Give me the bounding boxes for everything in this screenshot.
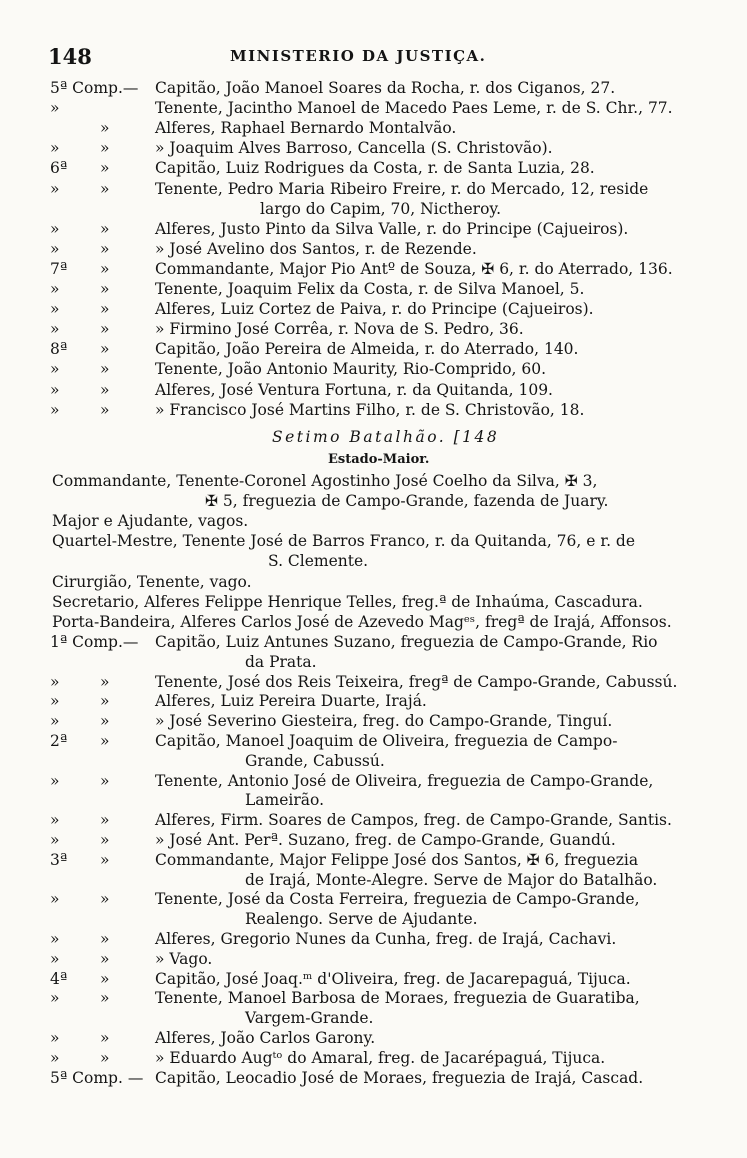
entry-text: Capitão, João Manoel Soares da Rocha, r. dos Ciganos, 27.	[155, 79, 616, 97]
entry-text: Alferes, Luiz Pereira Duarte, Irajá.	[155, 692, 427, 711]
entry-text: Tenente, Joaquim Felix da Costa, r. de Silva Manoel, 5.	[155, 280, 585, 298]
entry-row	[0, 380, 747, 400]
entry-submarker: »	[100, 890, 110, 909]
entry-marker: »	[50, 989, 60, 1008]
entry-text: da Prata.	[245, 652, 317, 671]
entry-submarker: »	[100, 340, 110, 359]
entry-row	[0, 98, 747, 118]
entry-marker: 8ª	[50, 340, 68, 359]
entry-marker: 5ª Comp.—	[50, 79, 139, 97]
entry-text: Tenente, Pedro Maria Ribeiro Freire, r. do Mercado, 12, reside	[155, 179, 649, 198]
entry-marker: »	[50, 300, 60, 319]
entry-submarker: »	[100, 672, 110, 691]
entry-submarker: »	[100, 969, 110, 988]
entry-row	[0, 691, 747, 711]
entry-text: » Joaquim Alves Barroso, Cancella (S. Christovão).	[155, 139, 553, 158]
page-header	[48, 44, 698, 68]
entry-submarker: »	[100, 119, 110, 138]
entry-marker: 4ª	[50, 969, 68, 988]
entry-submarker: »	[100, 360, 110, 379]
entry-text: largo do Capim, 70, Nictheroy.	[260, 199, 502, 218]
entry-row	[0, 239, 747, 259]
entry-marker: 1ª Comp.—	[50, 633, 139, 651]
entry-submarker: »	[100, 949, 110, 968]
entry-text: Capitão, João Pereira de Almeida, r. do Aterrado, 140.	[155, 340, 579, 359]
entry-row	[0, 711, 747, 731]
entry-text: Tenente, João Antonio Maurity, Rio-Comprido, 60.	[155, 360, 547, 379]
entry-row	[0, 810, 747, 830]
entry-marker: »	[50, 400, 60, 419]
staff-entry: Commandante, Tenente-Coronel Agostinho José Coelho da Silva, ✠ 3,	[52, 472, 598, 490]
entry-row	[0, 199, 747, 219]
entry-row	[0, 259, 747, 279]
entry-text: Alferes, Firm. Soares de Campos, freg. de Campo-Grande, Santis.	[155, 811, 672, 830]
entry-row	[0, 830, 747, 850]
entry-text: Lameirão.	[245, 791, 324, 810]
entry-text: » José Severino Giesteira, freg. do Campo-Grande, Tinguí.	[155, 712, 613, 731]
entry-submarker: »	[100, 139, 110, 158]
entry-marker: »	[50, 712, 60, 731]
entry-row	[0, 400, 747, 420]
entry-marker: »	[50, 1029, 60, 1047]
entry-text: Alferes, Raphael Bernardo Montalvão.	[155, 119, 457, 138]
entry-marker: »	[50, 672, 60, 691]
entry-row	[0, 1008, 747, 1028]
entry-marker: »	[50, 179, 60, 198]
staff-entry: Quartel-Mestre, Tenente José de Barros Franco, r. da Quitanda, 76, e r. de	[52, 532, 636, 551]
staff-entry: Secretario, Alferes Felippe Henrique Telles, freg.ª de Inhaúma, Cascadura.	[52, 592, 643, 611]
entry-marker: »	[50, 949, 60, 968]
running-title: MINISTERIO DA JUSTIÇA.	[230, 47, 487, 65]
entry-row	[0, 870, 747, 890]
entry-marker: »	[50, 811, 60, 830]
entry-submarker: »	[100, 989, 110, 1008]
entry-marker: 5ª Comp. —	[50, 1068, 144, 1087]
staff-entry: Porta-Bandeira, Alferes Carlos José de Azevedo Magᵉˢ, fregª de Irajá, Affonsos.	[52, 612, 672, 631]
entry-row	[0, 219, 747, 239]
entry-marker: »	[50, 219, 60, 238]
entry-submarker: »	[100, 179, 110, 198]
entry-submarker: »	[100, 831, 110, 849]
entry-text: Vargem-Grande.	[245, 1009, 374, 1028]
entry-text: Commandante, Major Felippe José dos Santos, ✠ 6, freguezia	[155, 850, 639, 869]
entry-text: » José Ant. Perª. Suzano, freg. de Campo-Grande, Guandú.	[155, 831, 616, 849]
entry-submarker: »	[100, 1048, 110, 1067]
entry-text: » Eduardo Augᵗᵒ do Amaral, freg. de Jacarépaguá, Tijuca.	[155, 1048, 606, 1067]
entry-marker: »	[50, 890, 60, 909]
entry-marker: »	[50, 1048, 60, 1067]
entry-submarker: »	[100, 712, 110, 731]
entry-row	[0, 339, 747, 359]
entry-submarker: »	[100, 811, 110, 830]
entry-marker: »	[50, 239, 60, 258]
entry-text: Capitão, José Joaq.ᵐ d'Oliveira, freg. de Jacarepaguá, Tijuca.	[155, 969, 631, 988]
entry-text: » Firmino José Corrêa, r. Nova de S. Pedro, 36.	[155, 320, 524, 339]
entry-submarker: »	[100, 732, 110, 750]
entry-marker: 2ª	[50, 732, 68, 750]
entry-text: Tenente, José dos Reis Teixeira, fregª de Campo-Grande, Cabussú.	[155, 672, 678, 691]
entry-text: Capitão, Luiz Rodrigues da Costa, r. de Santa Luzia, 28.	[155, 159, 595, 178]
entry-text: Capitão, Luiz Antunes Suzano, freguezia de Campo-Grande, Rio	[155, 633, 658, 651]
entry-text: Tenente, Antonio José de Oliveira, freguezia de Campo-Grande,	[155, 771, 654, 790]
entry-submarker: »	[100, 259, 110, 278]
entry-text: » José Avelino dos Santos, r. de Rezende.	[155, 239, 477, 258]
entry-marker: »	[50, 692, 60, 711]
entry-submarker: »	[100, 159, 110, 178]
entry-row	[0, 731, 747, 751]
entry-row	[0, 949, 747, 969]
entry-text: Tenente, José da Costa Ferreira, freguezia de Campo-Grande,	[155, 890, 640, 909]
entry-marker: »	[50, 360, 60, 379]
staff-entry: S. Clemente.	[268, 552, 369, 571]
staff-entry: Major e Ajudante, vagos.	[52, 512, 249, 531]
entry-submarker: »	[100, 930, 110, 948]
entry-marker: »	[50, 320, 60, 339]
entry-text: Capitão, Manoel Joaquim de Oliveira, freguezia de Campo-	[155, 732, 618, 750]
entry-marker: »	[50, 771, 60, 790]
entry-row	[0, 771, 747, 791]
entry-submarker: »	[100, 692, 110, 711]
entry-marker: 3ª	[50, 850, 68, 869]
entry-row	[0, 632, 747, 652]
entry-text: Capitão, Leocadio José de Moraes, freguezia de Irajá, Cascad.	[155, 1068, 644, 1087]
entry-text: Commandante, Major Pio Antº de Souza, ✠ 6, r. do Aterrado, 136.	[155, 259, 673, 278]
page-number: 148	[48, 44, 92, 69]
entry-row	[0, 751, 747, 771]
entry-text: Alferes, Luiz Cortez de Paiva, r. do Principe (Cajueiros).	[155, 300, 594, 319]
entry-marker: »	[50, 99, 60, 118]
entry-text: Realengo. Serve de Ajudante.	[245, 910, 478, 929]
entry-row	[0, 652, 747, 672]
entry-row	[0, 1048, 747, 1068]
entry-submarker: »	[100, 400, 110, 419]
entry-submarker: »	[100, 850, 110, 869]
entry-submarker: »	[100, 300, 110, 319]
entry-row	[0, 78, 747, 98]
entry-row	[0, 299, 747, 319]
entry-submarker: »	[100, 1029, 110, 1047]
entry-marker: »	[50, 139, 60, 158]
entry-row	[0, 850, 747, 870]
entry-text: » Vago.	[155, 949, 213, 968]
entry-marker: »	[50, 380, 60, 399]
entry-row	[0, 672, 747, 692]
entry-row	[0, 969, 747, 989]
entry-row	[0, 929, 747, 949]
entry-submarker: »	[100, 771, 110, 790]
section-title: Setimo Batalhão. [148	[272, 428, 500, 446]
entry-text: » Francisco José Martins Filho, r. de S. Christovão, 18.	[155, 400, 585, 419]
entry-marker: »	[50, 280, 60, 298]
staff-entry: ✠ 5, freguezia de Campo-Grande, fazenda de Juary.	[205, 492, 609, 511]
entry-marker: »	[50, 831, 60, 849]
entry-row	[0, 889, 747, 909]
entry-marker: 6ª	[50, 159, 68, 178]
entry-row	[0, 279, 747, 299]
entry-text: Grande, Cabussú.	[245, 751, 385, 770]
entry-submarker: »	[100, 320, 110, 339]
entry-marker: »	[50, 930, 60, 948]
entry-submarker: »	[100, 219, 110, 238]
entry-row	[0, 790, 747, 810]
entry-submarker: »	[100, 380, 110, 399]
entry-text: Alferes, João Carlos Garony.	[155, 1029, 376, 1047]
entry-text: de Irajá, Monte-Alegre. Serve de Major do Batalhão.	[245, 870, 658, 889]
entry-row	[0, 118, 747, 138]
entry-row	[0, 988, 747, 1008]
entry-row	[0, 1068, 747, 1088]
entry-row	[0, 319, 747, 339]
entry-text: Alferes, Justo Pinto da Silva Valle, r. do Principe (Cajueiros).	[155, 219, 629, 238]
entry-row	[0, 138, 747, 158]
entry-row	[0, 179, 747, 199]
entry-text: Tenente, Jacintho Manoel de Macedo Paes Leme, r. de S. Chr., 77.	[155, 99, 673, 118]
entry-row	[0, 158, 747, 178]
entry-submarker: »	[100, 239, 110, 258]
staff-entry: Cirurgião, Tenente, vago.	[52, 572, 252, 591]
entry-text: Tenente, Manoel Barbosa de Moraes, freguezia de Guaratiba,	[155, 989, 640, 1008]
section-subtitle: Estado-Maior.	[328, 452, 430, 467]
entry-text: Alferes, José Ventura Fortuna, r. da Quitanda, 109.	[155, 380, 553, 399]
entry-submarker: »	[100, 280, 110, 298]
entry-row	[0, 909, 747, 929]
entry-text: Alferes, Gregorio Nunes da Cunha, freg. de Irajá, Cachavi.	[155, 930, 617, 948]
entry-marker: 7ª	[50, 259, 68, 278]
entry-row	[0, 1028, 747, 1048]
entry-row	[0, 359, 747, 379]
